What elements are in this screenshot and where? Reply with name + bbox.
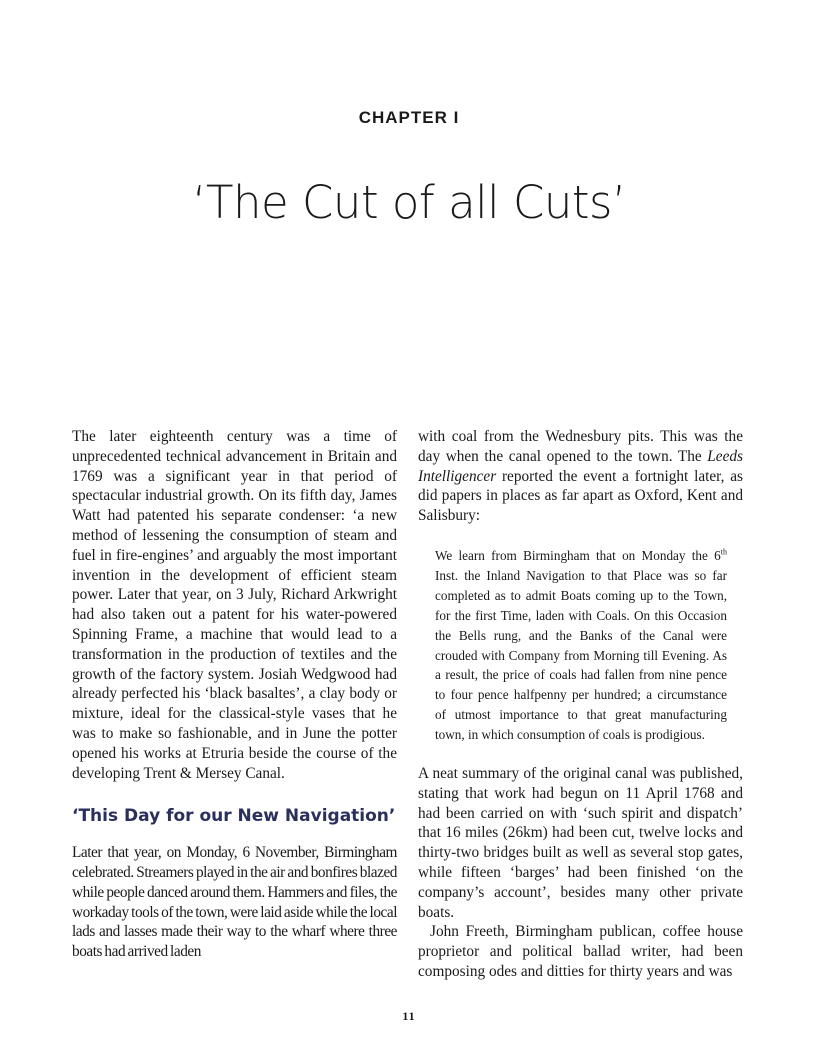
quote-start: We learn from Birmingham that on Monday the 6 (435, 547, 721, 563)
block-quote (435, 546, 727, 745)
right-paragraph-1 (418, 427, 743, 526)
left-paragraph-2: Later that year, on Monday, 6 November, Birmingham celebrated. Streamers played in the air and bonfires blazed while people danced around them. Hammers and files, the workaday tools of the town, were laid aside while the local lads and lasses made their way to the wharf where three boats had arrived laden (72, 844, 397, 961)
page-number: 11 (402, 1009, 416, 1023)
chapter-title: ‘The Cut of all Cuts’ (192, 176, 626, 229)
right-paragraph-1-start: with coal from the Wednesbury pits. This was the day when the canal opened to the town. The (418, 428, 743, 465)
right-paragraph-1-end: reported the event a fortnight later, as did papers in places as far apart as Oxford, Kent and Salisbury: (418, 467, 743, 525)
right-paragraph-2: A neat summary of the original canal was published, stating that work had begun on 11 April 1768 and had been carried on with ‘such spirit and dispatch’ that 16 miles (26km) had been cut, twelve locks and thirty-two bridges built as well as several stop gates, while fifteen ‘barges’ had been finished ‘on the company’s account’, besides many other private boats. (418, 765, 743, 921)
left-column (72, 427, 397, 962)
quote-superscript: th (720, 547, 727, 557)
newspaper-title: Leeds Intelligencer (418, 447, 743, 485)
right-paragraph-3: John Freeth, Birmingham publican, coffee house proprietor and political ballad writer, had been composing odes and ditties for thirty years and was (418, 923, 743, 981)
left-paragraph-1: The later eighteenth century was a time of unprecedented technical advancement in Britain and 1769 was a significant year in that period of spectacular industrial growth. On its fifth day, James Watt had patented his separate condenser: ‘a new method of lessening the consumption of steam and fuel in fire-engines’ and arguably the most important invention in the development of efficient steam power. Later that year, on 3 July, Richard Arkwright had also taken out a patent for his water-powered Spinning Frame, a machine that would lead to a transformation in the production of textiles and the growth of the factory system. Josiah Wedgwood had already perfected his ‘black basaltes’, a clay body or mixture, ideal for the classical-style vases that he was to make so fashionable, and in June the potter opened his works at Etruria beside the course of the developing Trent & Mersey Canal. (72, 428, 397, 782)
quote-end: Inst. the Inland Navigation to that Place was so far completed as to admit Boats coming up to the Town, for the first Time, laden with Coals. On this Occasion the Bells rung, and the Banks of the Canal were crouded with Company from Morning till Evening. As a result, the price of coals had fallen from nine pence to four pence halfpenny per hundred; a circumstance of utmost importance to that great manufacturing town, in which consumption of coals is prodigious. (435, 567, 727, 743)
chapter-label: CHAPTER I (358, 108, 460, 127)
section-subheading: ‘This Day for our New Navigation’ (72, 806, 396, 827)
right-column (418, 427, 743, 982)
